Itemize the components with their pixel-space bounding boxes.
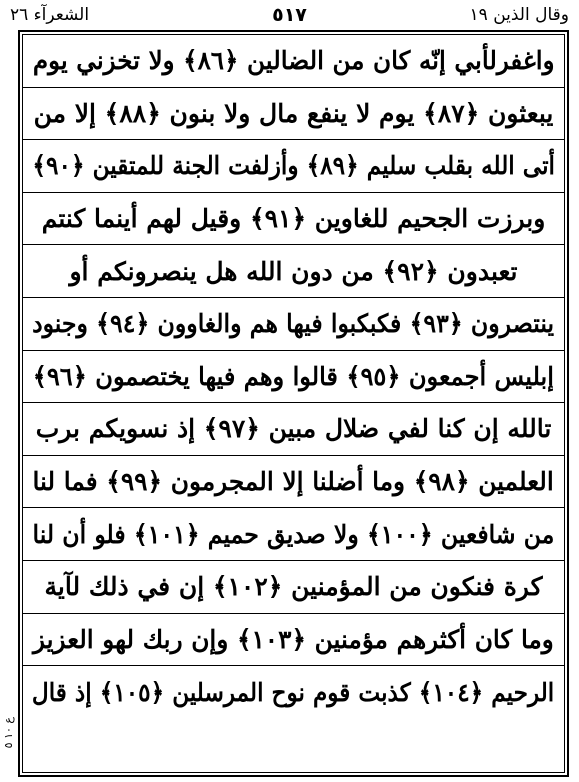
text-line: [23, 666, 564, 719]
line-text: تعبدون ﴿٩٢﴾ من دون الله هل ينصرونكم أو: [69, 256, 518, 286]
text-line: [23, 35, 564, 88]
text-line: [23, 614, 564, 667]
line-text: كرة فنكون من المؤمنين ﴿١٠٢﴾ إن في ذلك لآية: [44, 572, 543, 602]
line-text: يبعثون ﴿٨٧﴾ يوم لا ينفع مال ولا بنون ﴿٨٨﴾ إلا من: [33, 98, 554, 128]
line-text: وبرزت الجحيم للغاوين ﴿٩١﴾ وقيل لهم أينما كنتم: [41, 204, 546, 234]
line-text: وما كان أكثرهم مؤمنين ﴿١٠٣﴾ وإن ربك لهو العزيز: [33, 624, 554, 654]
page-header: [0, 0, 579, 34]
line-text: واغفرلأبي إنّه كان من الضالين ﴿٨٦﴾ ولا تخزني يوم: [32, 46, 555, 76]
line-text: من شافعين ﴿١٠٠﴾ ولا صديق حميم ﴿١٠١﴾ فلو أن لنا: [32, 519, 555, 549]
text-lines: [23, 35, 564, 772]
page-number: ٥١٧: [272, 4, 307, 26]
text-line: [23, 140, 564, 193]
ruku-margin-marker: [0, 690, 16, 776]
ruku-marker-text: ع ١٠ ٥: [1, 717, 15, 749]
line-text: أتى الله بقلب سليم ﴿٨٩﴾ وأزلفت الجنة للمتقين ﴿٩٠﴾: [32, 151, 555, 181]
text-line: [23, 298, 564, 351]
text-line: [23, 245, 564, 298]
line-text: تالله إن كنا لفي ضلال مبين ﴿٩٧﴾ إذ نسويكم برب: [35, 414, 552, 444]
text-frame: [18, 30, 569, 777]
text-line: [23, 88, 564, 141]
text-line: [23, 351, 564, 404]
line-text: العلمين ﴿٩٨﴾ وما أضلنا إلا المجرمون ﴿٩٩﴾ فما لنا: [32, 467, 555, 497]
line-text: الرحيم ﴿١٠٤﴾ كذبت قوم نوح المرسلين ﴿١٠٥﴾ إذ قال: [32, 677, 555, 707]
text-line: [23, 403, 564, 456]
text-line: [23, 193, 564, 246]
line-text: إبليس أجمعون ﴿٩٥﴾ قالوا وهم فيها يختصمون ﴿٩٦﴾: [32, 361, 555, 391]
text-line: [23, 508, 564, 561]
text-line: [23, 456, 564, 509]
line-text: ينتصرون ﴿٩٣﴾ فكبكبوا فيها هم والغاوون ﴿٩٤﴾ وجنود: [32, 309, 555, 339]
text-line: [23, 561, 564, 614]
juz-name: وقال الذين ١٩: [469, 5, 569, 25]
surah-name: الشعرآء ٢٦: [10, 5, 90, 25]
